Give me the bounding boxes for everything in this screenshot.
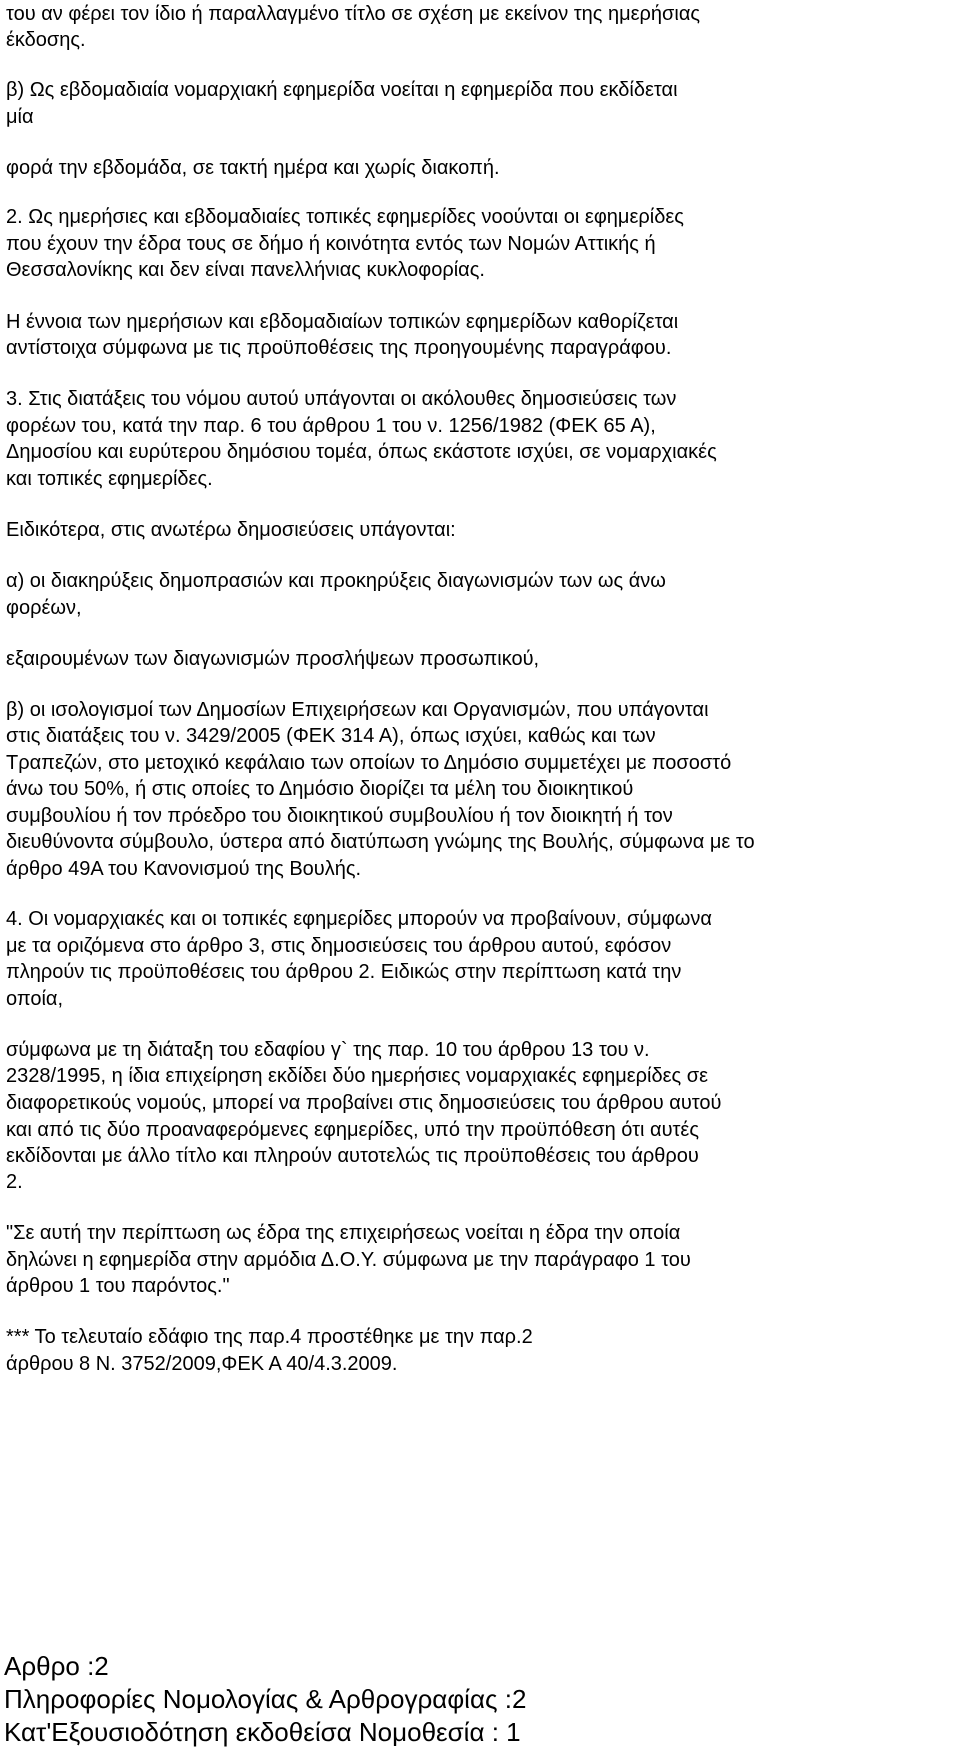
text-line: και από τις δύο προαναφερόμενες εφημερίδες, υπό την προϋπόθεση ότι αυτές: [6, 1119, 699, 1141]
text-line: άρθρο 49Α του Κανονισμού της Βουλής.: [6, 858, 362, 880]
article-number: Αρθρο :2: [4, 1651, 109, 1681]
text-line: άνω του 50%, ή στις οποίες το Δημόσιο διορίζει τα μέλη του διοικητικού: [6, 778, 634, 800]
text-line: διευθύνοντα σύμβουλο, ύστερα από διατύπωση γνώμης της Βουλής, σύμφωνα με το: [6, 831, 755, 853]
text-line: διαφορετικούς νομούς, μπορεί να προβαίνει στις δημοσιεύσεις του άρθρου αυτού: [6, 1092, 722, 1114]
text-line: αντίστοιχα σύμφωνα με τις προϋποθέσεις της προηγουμένης παραγράφου.: [6, 337, 672, 359]
text-line: β) οι ισολογισμοί των Δημοσίων Επιχειρήσεων και Οργανισμών, που υπάγονται: [6, 699, 709, 721]
text-line: 2.: [6, 1171, 23, 1193]
text-line: άρθρου 1 του παρόντος.": [6, 1275, 230, 1297]
text-line: στις διατάξεις του ν. 3429/2005 (ΦΕΚ 314 Α), όπως ισχύει, καθώς και των: [6, 725, 656, 747]
text-line: φορά την εβδομάδα, σε τακτή ημέρα και χωρίς διακοπή.: [6, 157, 500, 179]
text-line: φορέων,: [6, 597, 82, 619]
text-line: "Σε αυτή την περίπτωση ως έδρα της επιχειρήσεως νοείται η έδρα την οποία: [6, 1222, 681, 1244]
text-line: έκδοσης.: [6, 29, 86, 51]
text-line: δηλώνει η εφημερίδα στην αρμόδια Δ.Ο.Υ. σύμφωνα με την παράγραφο 1 του: [6, 1249, 691, 1271]
text-line: άρθρου 8 Ν. 3752/2009,ΦΕΚ Α 40/4.3.2009.: [6, 1353, 398, 1375]
text-line: σύμφωνα με τη διάταξη του εδαφίου γ` της παρ. 10 του άρθρου 13 του ν.: [6, 1039, 650, 1061]
text-line: 4. Οι νομαρχιακές και οι τοπικές εφημερίδες μπορούν να προβαίνουν, σύμφωνα: [6, 908, 712, 930]
text-line: 2. Ως ημερήσιες και εβδομαδιαίες τοπικές εφημερίδες νοούνται οι εφημερίδες: [6, 206, 684, 228]
text-line: Τραπεζών, στο μετοχικό κεφάλαιο των οποίων το Δημόσιο συμμετέχει με ποσοστό: [6, 752, 732, 774]
text-line: Δημοσίου και ευρύτερου δημόσιου τομέα, όπως εκάστοτε ισχύει, σε νομαρχιακές: [6, 441, 717, 463]
text-line: Θεσσαλονίκης και δεν είναι πανελλήνιας κυκλοφορίας.: [6, 259, 485, 281]
text-line: και τοπικές εφημερίδες.: [6, 468, 213, 490]
text-line: οποία,: [6, 988, 64, 1010]
text-line: εξαιρουμένων των διαγωνισμών προσλήψεων προσωπικού,: [6, 648, 540, 670]
text-line: 2328/1995, η ίδια επιχείρηση εκδίδει δύο ημερήσιες νομαρχιακές εφημερίδες σε: [6, 1065, 708, 1087]
text-line: εκδίδονται με άλλο τίτλο και πληρούν αυτοτελώς τις προϋποθέσεις του άρθρου: [6, 1145, 699, 1167]
delegated-legislation-info: Κατ'Εξουσιοδότηση εκδοθείσα Νομοθεσία : 1: [4, 1717, 521, 1747]
text-line: Η έννοια των ημερήσιων και εβδομαδιαίων τοπικών εφημερίδων καθορίζεται: [6, 311, 679, 333]
text-line: μία: [6, 106, 34, 128]
text-line: συμβουλίου ή τον πρόεδρο του διοικητικού συμβουλίου ή τον διοικητή ή τον: [6, 805, 673, 827]
text-line: Ειδικότερα, στις ανωτέρω δημοσιεύσεις υπάγονται:: [6, 519, 456, 541]
text-line: με τα οριζόμενα στο άρθρο 3, στις δημοσιεύσεις του άρθρου αυτού, εφόσον: [6, 935, 672, 957]
text-line: φορέων του, κατά την παρ. 6 του άρθρου 1 του ν. 1256/1982 (ΦΕΚ 65 Α),: [6, 415, 656, 437]
text-line: *** Το τελευταίο εδάφιο της παρ.4 προστέθηκε με την παρ.2: [6, 1326, 533, 1348]
text-line: 3. Στις διατάξεις του νόμου αυτού υπάγονται οι ακόλουθες δημοσιεύσεις των: [6, 388, 677, 410]
text-line: β) Ως εβδομαδιαία νομαρχιακή εφημερίδα νοείται η εφημερίδα που εκδίδεται: [6, 79, 678, 101]
text-line: πληρούν τις προϋποθέσεις του άρθρου 2. Ειδικώς στην περίπτωση κατά την: [6, 961, 682, 983]
text-line: που έχουν την έδρα τους σε δήμο ή κοινότητα εντός των Νομών Αττικής ή: [6, 233, 656, 255]
text-line: α) οι διακηρύξεις δημοπρασιών και προκηρύξεις διαγωνισμών των ως άνω: [6, 570, 666, 592]
text-line: του αν φέρει τον ίδιο ή παραλλαγμένο τίτλο σε σχέση με εκείνον της ημερήσιας: [6, 3, 701, 25]
case-law-info: Πληροφορίες Νομολογίας & Αρθρογραφίας :2: [4, 1684, 527, 1714]
